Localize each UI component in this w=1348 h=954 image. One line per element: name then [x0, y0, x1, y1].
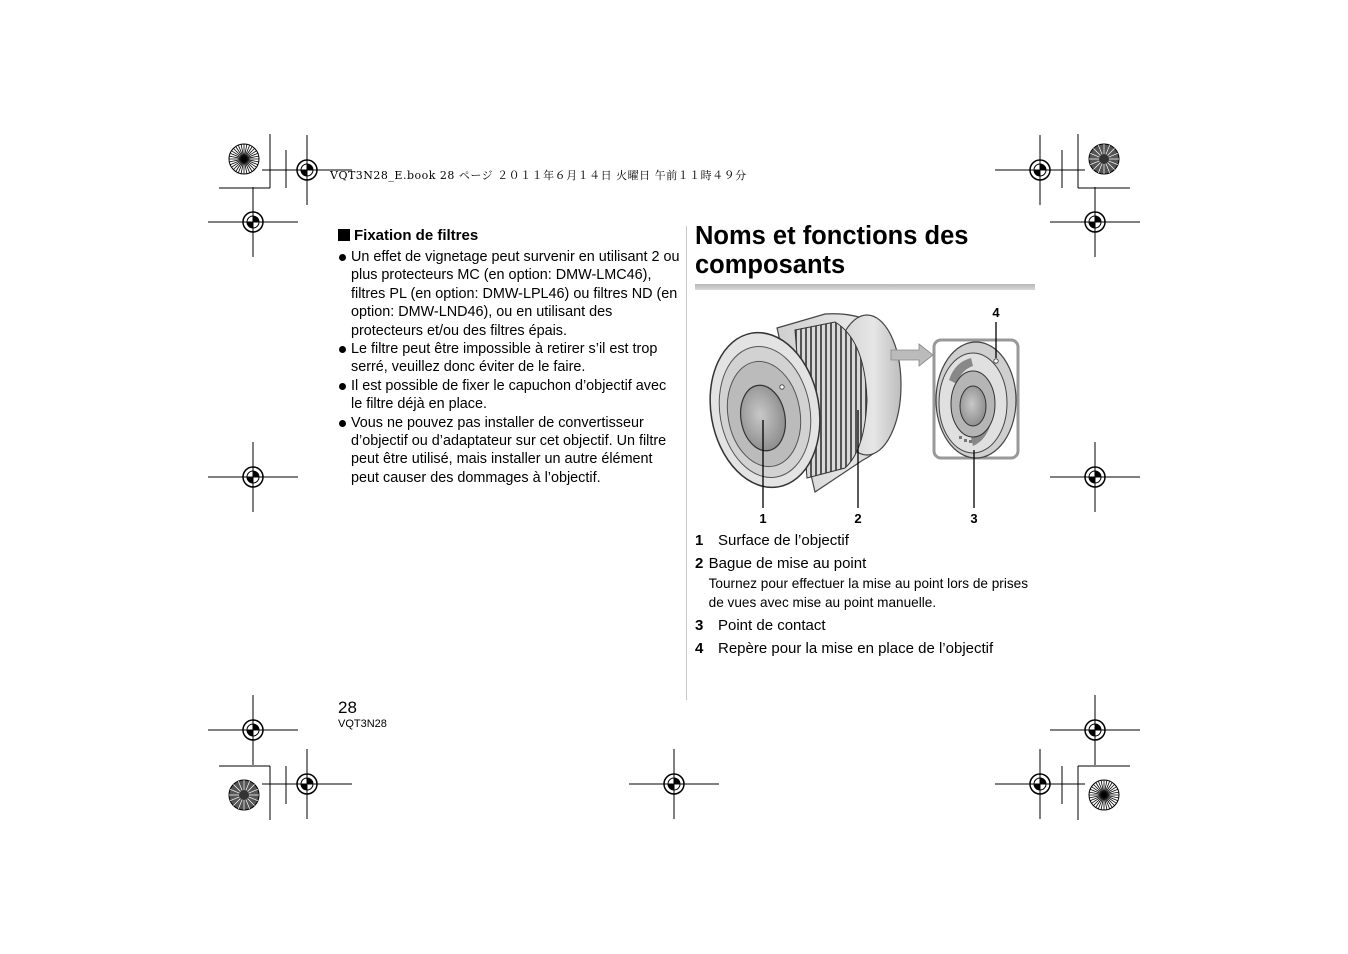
callout-2: 2	[854, 511, 862, 526]
list-item: Le filtre peut être impossible à retirer s’il est trop serré, veuillez donc éviter de le faire.	[338, 340, 680, 377]
callout-3: 3	[970, 511, 978, 526]
part-item	[695, 555, 1035, 612]
section-heading	[338, 227, 680, 244]
part-number: 3	[695, 617, 704, 634]
running-head: VQT3N28_E.book 28 ページ ２０１１年６月１４日 火曜日 午前１１時４９分	[330, 169, 747, 182]
part-number: 1	[695, 532, 704, 549]
filter-section	[338, 227, 680, 487]
part-number: 4	[695, 640, 704, 657]
part-item	[695, 640, 1035, 658]
page-number: 28	[338, 698, 357, 717]
lens-rear-view	[934, 340, 1018, 458]
title-rule	[695, 284, 1035, 290]
part-label: Point de contact	[718, 617, 826, 634]
column-divider	[686, 226, 687, 700]
part-label: Surface de l’objectif	[718, 532, 849, 549]
bullet-list	[338, 248, 680, 487]
part-number: 2	[695, 555, 704, 572]
lens-front-view	[698, 314, 901, 496]
part-item	[695, 532, 1035, 550]
page-title: Noms et fonctions des composants	[695, 222, 969, 279]
callout-4: 4	[992, 305, 1000, 320]
list-item: Vous ne pouvez pas installer de convertisseur d’objectif ou d’adaptateur sur cet objectif. Un filtre peut être utilisé, mais installer un autre élément peut causer des dommages à l’objectif.	[338, 414, 680, 488]
part-item	[695, 617, 1035, 635]
callout-1: 1	[759, 511, 767, 526]
document-code: VQT3N28	[338, 718, 387, 730]
lens-illustration	[695, 300, 1035, 530]
part-description: Tournez pour effectuer la mise au point lors de prises de vues avec mise au point manuelle.	[708, 576, 1029, 610]
part-label: Bague de mise au point	[708, 555, 867, 572]
section-heading-text: Fixation de filtres	[354, 227, 479, 244]
list-item: Un effet de vignetage peut survenir en utilisant 2 ou plus protecteurs MC (en option: DMW-LMC46), filtres PL (en option: DMW-LPL46) ou filtres ND (en option: DMW-LND46), ou en utilisant des protecteurs et/ou des filtres épais.	[338, 248, 680, 340]
parts-list	[695, 532, 1035, 663]
part-label: Repère pour la mise en place de l’objectif	[718, 640, 994, 657]
square-bullet-icon	[338, 229, 350, 241]
list-item: Il est possible de fixer le capuchon d’objectif avec le filtre déjà en place.	[338, 377, 680, 414]
